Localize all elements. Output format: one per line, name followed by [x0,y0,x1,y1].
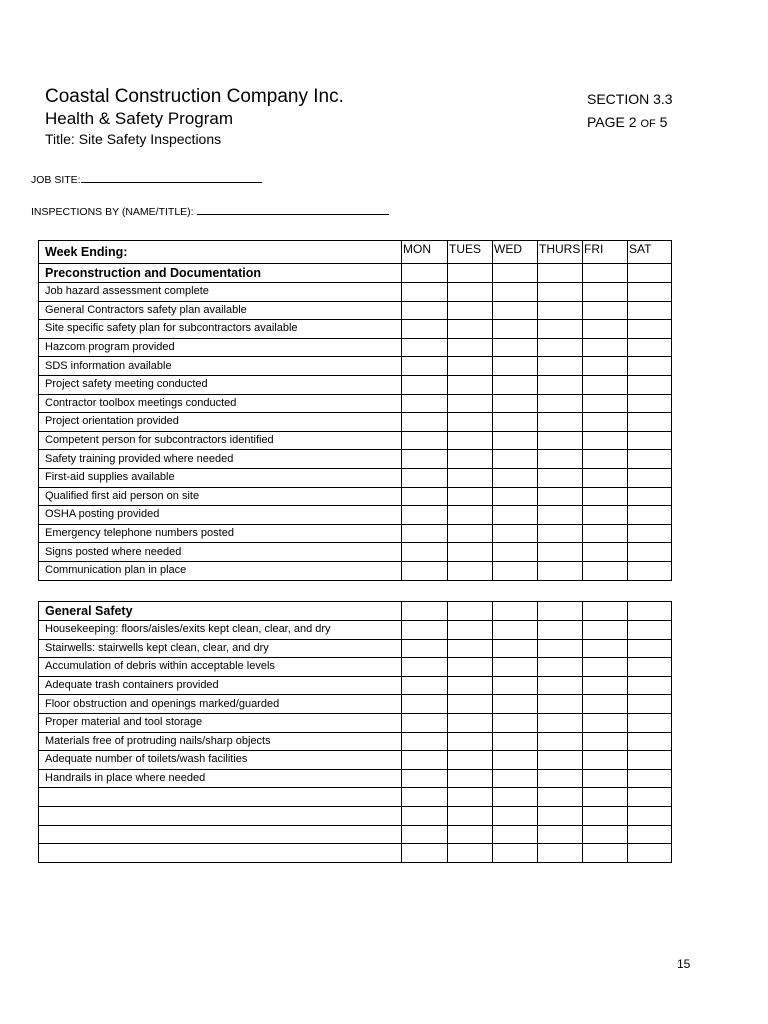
check-cell-mon[interactable] [402,751,448,770]
check-cell-mon[interactable] [402,450,448,469]
check-cell-mon[interactable] [402,506,448,525]
check-cell-tues[interactable] [448,264,493,283]
check-cell-tues[interactable] [448,621,493,640]
check-cell-mon[interactable] [402,543,448,562]
check-cell-sat[interactable] [628,524,672,543]
check-cell-sat[interactable] [628,301,672,320]
check-cell-mon[interactable] [402,695,448,714]
inspection-item-label: Adequate number of toilets/wash facilities [39,751,402,770]
check-cell-wed[interactable] [493,357,538,376]
check-cell-thurs[interactable] [538,450,583,469]
check-cell-fri[interactable] [583,676,628,695]
check-cell-sat[interactable] [628,413,672,432]
day-header-thurs: THURS [538,241,583,264]
check-cell-thurs[interactable] [538,713,583,732]
page-indicator [587,114,667,130]
table-row [39,524,672,543]
check-cell-fri[interactable] [583,621,628,640]
inspection-item-label: Stairwells: stairwells kept clean, clear, and dry [39,639,402,658]
check-cell-tues[interactable] [448,543,493,562]
check-cell-thurs[interactable] [538,487,583,506]
check-cell-tues[interactable] [448,825,493,844]
check-cell-mon[interactable] [402,301,448,320]
check-cell-thurs[interactable] [538,621,583,640]
inspection-item-label: Hazcom program provided [39,338,402,357]
check-cell-fri[interactable] [583,788,628,807]
table-row [39,561,672,580]
page-total: 5 [659,114,668,130]
check-cell-tues[interactable] [448,320,493,339]
check-cell-tues[interactable] [448,806,493,825]
check-cell-thurs[interactable] [538,788,583,807]
inspection-item-label: Emergency telephone numbers posted [39,524,402,543]
table-row [39,487,672,506]
check-cell-wed[interactable] [493,375,538,394]
check-cell-sat[interactable] [628,844,672,863]
inspection-item-label: Materials free of protruding nails/sharp objects [39,732,402,751]
inspection-item-label: Signs posted where needed [39,543,402,562]
check-cell-tues[interactable] [448,413,493,432]
table-row [39,357,672,376]
check-cell-thurs[interactable] [538,357,583,376]
table-row [39,713,672,732]
check-cell-thurs[interactable] [538,732,583,751]
check-cell-fri[interactable] [583,524,628,543]
check-cell-tues[interactable] [448,751,493,770]
check-cell-tues[interactable] [448,524,493,543]
check-cell-mon[interactable] [402,283,448,302]
check-cell-wed[interactable] [493,394,538,413]
section-header-row [39,264,672,283]
inspections-by-line[interactable] [197,204,389,215]
check-cell-sat[interactable] [628,394,672,413]
check-cell-fri[interactable] [583,543,628,562]
week-ending-header-row [39,241,672,264]
program-name: Health & Safety Program [45,109,234,128]
check-cell-fri[interactable] [583,506,628,525]
inspection-item-label: Housekeeping: floors/aisles/exits kept clean, clear, and dry [39,621,402,640]
check-cell-fri[interactable] [583,825,628,844]
check-cell-tues[interactable] [448,487,493,506]
inspection-item-label [39,825,402,844]
inspection-item-label: Job hazard assessment complete [39,283,402,302]
check-cell-tues[interactable] [448,375,493,394]
check-cell-sat[interactable] [628,357,672,376]
check-cell-sat[interactable] [628,320,672,339]
check-cell-tues[interactable] [448,639,493,658]
check-cell-fri[interactable] [583,695,628,714]
inspection-item-label: General Contractors safety plan available [39,301,402,320]
check-cell-fri[interactable] [583,468,628,487]
table-row [39,751,672,770]
inspection-item-label: Competent person for subcontractors identified [39,431,402,450]
check-cell-wed[interactable] [493,301,538,320]
day-header-fri: FRI [583,241,628,264]
check-cell-wed[interactable] [493,788,538,807]
table-row [39,658,672,677]
check-cell-sat[interactable] [628,506,672,525]
check-cell-mon[interactable] [402,788,448,807]
table-row [39,732,672,751]
check-cell-mon[interactable] [402,431,448,450]
check-cell-fri[interactable] [583,751,628,770]
check-cell-wed[interactable] [493,602,538,621]
check-cell-tues[interactable] [448,431,493,450]
check-cell-thurs[interactable] [538,543,583,562]
check-cell-sat[interactable] [628,639,672,658]
inspection-item-label: Communication plan in place [39,561,402,580]
check-cell-tues[interactable] [448,788,493,807]
check-cell-mon[interactable] [402,487,448,506]
table-row [39,320,672,339]
inspection-item-label: Safety training provided where needed [39,450,402,469]
check-cell-fri[interactable] [583,639,628,658]
check-cell-wed[interactable] [493,806,538,825]
check-cell-wed[interactable] [493,468,538,487]
check-cell-fri[interactable] [583,320,628,339]
inspection-item-label: Project orientation provided [39,413,402,432]
check-cell-sat[interactable] [628,658,672,677]
check-cell-sat[interactable] [628,732,672,751]
check-cell-fri[interactable] [583,357,628,376]
check-cell-mon[interactable] [402,357,448,376]
check-cell-sat[interactable] [628,769,672,788]
inspection-item-label [39,788,402,807]
check-cell-mon[interactable] [402,561,448,580]
week-ending-label: Week Ending: [39,241,402,264]
check-cell-wed[interactable] [493,844,538,863]
check-cell-tues[interactable] [448,283,493,302]
check-cell-wed[interactable] [493,543,538,562]
check-cell-mon[interactable] [402,732,448,751]
check-cell-sat[interactable] [628,676,672,695]
inspection-table-preconstruction [38,240,672,581]
check-cell-sat[interactable] [628,713,672,732]
check-cell-sat[interactable] [628,450,672,469]
check-cell-thurs[interactable] [538,506,583,525]
check-cell-sat[interactable] [628,695,672,714]
page-prefix: PAGE 2 [587,114,637,130]
check-cell-wed[interactable] [493,713,538,732]
check-cell-thurs[interactable] [538,375,583,394]
job-site-field[interactable] [31,172,262,186]
table-row [39,468,672,487]
inspection-item-label: Adequate trash containers provided [39,676,402,695]
check-cell-tues[interactable] [448,602,493,621]
check-cell-mon[interactable] [402,658,448,677]
check-cell-sat[interactable] [628,806,672,825]
check-cell-wed[interactable] [493,769,538,788]
check-cell-thurs[interactable] [538,751,583,770]
check-cell-tues[interactable] [448,561,493,580]
check-cell-sat[interactable] [628,431,672,450]
check-cell-mon[interactable] [402,375,448,394]
check-cell-tues[interactable] [448,769,493,788]
check-cell-fri[interactable] [583,658,628,677]
check-cell-tues[interactable] [448,695,493,714]
check-cell-fri[interactable] [583,561,628,580]
check-cell-thurs[interactable] [538,639,583,658]
inspection-item-label: First-aid supplies available [39,468,402,487]
inspection-item-label: SDS information available [39,357,402,376]
check-cell-wed[interactable] [493,676,538,695]
check-cell-sat[interactable] [628,283,672,302]
check-cell-fri[interactable] [583,450,628,469]
inspection-item-label [39,806,402,825]
check-cell-wed[interactable] [493,825,538,844]
check-cell-wed[interactable] [493,658,538,677]
inspections-by-label: INSPECTIONS BY (NAME/TITLE): [31,206,194,218]
check-cell-wed[interactable] [493,524,538,543]
check-cell-thurs[interactable] [538,394,583,413]
check-cell-wed[interactable] [493,695,538,714]
check-cell-fri[interactable] [583,375,628,394]
table-row [39,338,672,357]
check-cell-thurs[interactable] [538,825,583,844]
check-cell-sat[interactable] [628,602,672,621]
check-cell-thurs[interactable] [538,320,583,339]
check-cell-fri[interactable] [583,338,628,357]
check-cell-tues[interactable] [448,844,493,863]
table-row [39,621,672,640]
check-cell-tues[interactable] [448,732,493,751]
check-cell-fri[interactable] [583,301,628,320]
table-row [39,695,672,714]
table-row [39,639,672,658]
check-cell-mon[interactable] [402,413,448,432]
check-cell-wed[interactable] [493,413,538,432]
day-header-mon: MON [402,241,448,264]
table-row [39,676,672,695]
inspection-item-label: Contractor toolbox meetings conducted [39,394,402,413]
check-cell-sat[interactable] [628,543,672,562]
table-row [39,806,672,825]
check-cell-thurs[interactable] [538,301,583,320]
inspection-item-label: OSHA posting provided [39,506,402,525]
check-cell-tues[interactable] [448,468,493,487]
check-cell-sat[interactable] [628,338,672,357]
check-cell-sat[interactable] [628,788,672,807]
check-cell-fri[interactable] [583,283,628,302]
check-cell-wed[interactable] [493,450,538,469]
check-cell-sat[interactable] [628,825,672,844]
check-cell-mon[interactable] [402,264,448,283]
table-row [39,431,672,450]
check-cell-wed[interactable] [493,264,538,283]
check-cell-sat[interactable] [628,621,672,640]
check-cell-mon[interactable] [402,769,448,788]
footer-page-number: 15 [677,957,691,971]
check-cell-mon[interactable] [402,639,448,658]
inspection-item-label: Project safety meeting conducted [39,375,402,394]
check-cell-wed[interactable] [493,751,538,770]
check-cell-fri[interactable] [583,713,628,732]
check-cell-thurs[interactable] [538,468,583,487]
check-cell-sat[interactable] [628,264,672,283]
check-cell-fri[interactable] [583,602,628,621]
check-cell-tues[interactable] [448,506,493,525]
check-cell-tues[interactable] [448,357,493,376]
inspection-item-label: Accumulation of debris within acceptable levels [39,658,402,677]
check-cell-fri[interactable] [583,769,628,788]
table-row [39,413,672,432]
check-cell-mon[interactable] [402,394,448,413]
check-cell-fri[interactable] [583,844,628,863]
inspection-item-label: Handrails in place where needed [39,769,402,788]
check-cell-fri[interactable] [583,487,628,506]
check-cell-thurs[interactable] [538,561,583,580]
inspection-item-label: Qualified first aid person on site [39,487,402,506]
page-of: OF [640,118,656,130]
table-row [39,394,672,413]
check-cell-mon[interactable] [402,844,448,863]
check-cell-mon[interactable] [402,825,448,844]
check-cell-tues[interactable] [448,338,493,357]
check-cell-wed[interactable] [493,732,538,751]
section-header-row [39,602,672,621]
check-cell-thurs[interactable] [538,524,583,543]
check-cell-wed[interactable] [493,338,538,357]
check-cell-tues[interactable] [448,394,493,413]
inspection-item-label: Floor obstruction and openings marked/guarded [39,695,402,714]
check-cell-thurs[interactable] [538,431,583,450]
check-cell-thurs[interactable] [538,658,583,677]
check-cell-tues[interactable] [448,713,493,732]
check-cell-fri[interactable] [583,264,628,283]
job-site-label: JOB SITE: [31,174,81,186]
check-cell-fri[interactable] [583,413,628,432]
check-cell-thurs[interactable] [538,844,583,863]
table-row [39,788,672,807]
check-cell-wed[interactable] [493,561,538,580]
check-cell-thurs[interactable] [538,338,583,357]
check-cell-sat[interactable] [628,561,672,580]
check-cell-mon[interactable] [402,676,448,695]
inspection-table-general-safety [38,601,672,863]
check-cell-mon[interactable] [402,320,448,339]
table-row [39,844,672,863]
table-row [39,506,672,525]
check-cell-thurs[interactable] [538,676,583,695]
check-cell-mon[interactable] [402,713,448,732]
check-cell-wed[interactable] [493,621,538,640]
inspection-item-label: Proper material and tool storage [39,713,402,732]
table-row [39,283,672,302]
table-row [39,375,672,394]
check-cell-thurs[interactable] [538,602,583,621]
check-cell-thurs[interactable] [538,413,583,432]
company-name: Coastal Construction Company Inc. [45,86,344,107]
table-row [39,769,672,788]
check-cell-sat[interactable] [628,468,672,487]
check-cell-thurs[interactable] [538,283,583,302]
check-cell-wed[interactable] [493,283,538,302]
check-cell-fri[interactable] [583,732,628,751]
day-header-sat: SAT [628,241,672,264]
document-title: Title: Site Safety Inspections [45,131,222,147]
check-cell-thurs[interactable] [538,264,583,283]
check-cell-sat[interactable] [628,487,672,506]
section-number: SECTION 3.3 [587,91,673,107]
check-cell-wed[interactable] [493,506,538,525]
inspection-item-label: Site specific safety plan for subcontractors available [39,320,402,339]
check-cell-wed[interactable] [493,320,538,339]
day-header-tues: TUES [448,241,493,264]
check-cell-mon[interactable] [402,602,448,621]
check-cell-tues[interactable] [448,676,493,695]
table-row [39,543,672,562]
check-cell-wed[interactable] [493,431,538,450]
check-cell-thurs[interactable] [538,806,583,825]
check-cell-tues[interactable] [448,301,493,320]
check-cell-mon[interactable] [402,806,448,825]
section-title-general-safety: General Safety [39,602,402,621]
table-row [39,301,672,320]
check-cell-wed[interactable] [493,487,538,506]
check-cell-mon[interactable] [402,621,448,640]
check-cell-mon[interactable] [402,524,448,543]
check-cell-sat[interactable] [628,375,672,394]
table-row [39,825,672,844]
check-cell-fri[interactable] [583,394,628,413]
check-cell-fri[interactable] [583,431,628,450]
check-cell-wed[interactable] [493,639,538,658]
check-cell-fri[interactable] [583,806,628,825]
table-row [39,450,672,469]
inspection-item-label [39,844,402,863]
section-title-preconstruction-and-documentation: Preconstruction and Documentation [39,264,402,283]
inspections-by-field[interactable] [31,204,389,218]
check-cell-thurs[interactable] [538,695,583,714]
day-header-wed: WED [493,241,538,264]
check-cell-thurs[interactable] [538,769,583,788]
check-cell-mon[interactable] [402,338,448,357]
check-cell-tues[interactable] [448,658,493,677]
check-cell-mon[interactable] [402,468,448,487]
check-cell-sat[interactable] [628,751,672,770]
job-site-line[interactable] [81,172,262,183]
check-cell-tues[interactable] [448,450,493,469]
